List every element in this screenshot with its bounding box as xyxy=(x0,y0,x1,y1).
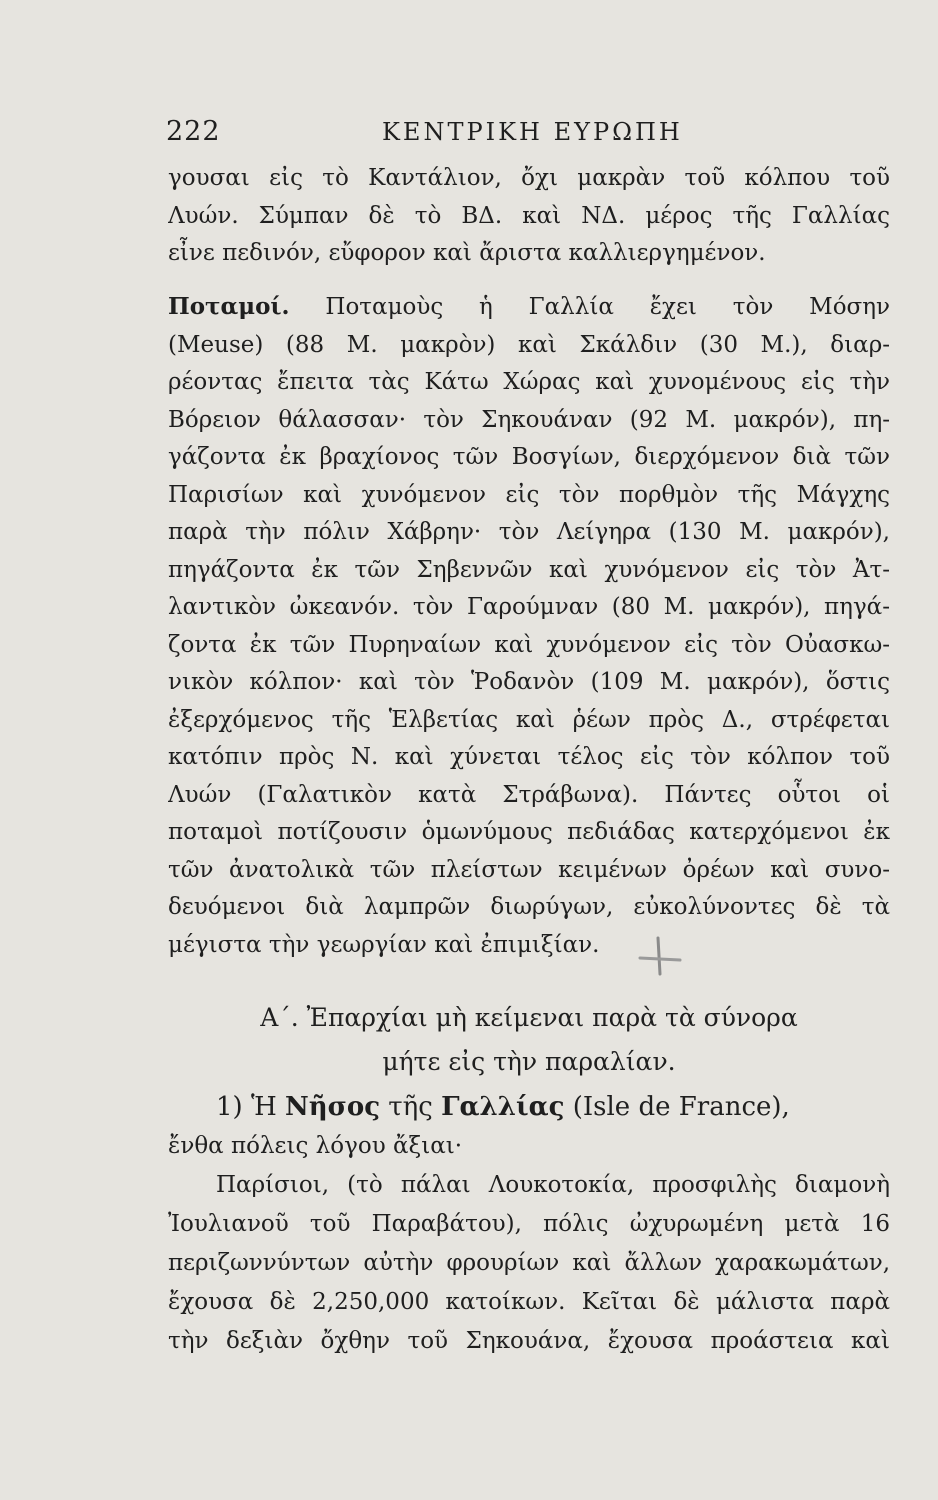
text-line: Λυών (Γαλατικὸν κατὰ Στράβωνα). Πάντες οὗτοι οἱ xyxy=(168,781,890,808)
rivers-paragraph xyxy=(168,288,890,964)
text-line: τῶν ἀνατολικὰ τῶν πλείστων κειμένων ὀρέων καὶ συνο- xyxy=(168,856,890,883)
section-heading-line: Α΄. Ἐπαρχίαι μὴ κείμεναι παρὰ τὰ σύνορα xyxy=(260,1003,798,1032)
text-line: ἔνθα πόλεις λόγου ἄξιαι· xyxy=(168,1133,463,1159)
section-heading xyxy=(168,996,890,1084)
rivers-heading: Ποταμοί. xyxy=(168,293,290,320)
page-header xyxy=(160,116,890,150)
text-line: πηγάζοντα ἐκ τῶν Σηβεννῶν καὶ χυνόμενον εἰς τὸν Ἀτ- xyxy=(168,556,890,583)
paragraph-continuation xyxy=(168,160,890,273)
text-line: περιζωννύντων αὐτὴν φρουρίων καὶ ἄλλων χαρακωμάτων, xyxy=(168,1250,890,1276)
text-line: ρέοντας ἔπειτα τὰς Κάτω Χώρας καὶ χυνομένους εἰς τὴν xyxy=(168,369,890,395)
page-number: 222 xyxy=(166,116,221,147)
item-article: τῆς xyxy=(388,1092,433,1122)
pencil-mark xyxy=(630,936,684,976)
item-french-name: (Isle de France), xyxy=(572,1092,790,1122)
text-line: Παρίσιοι, (τὸ πάλαι Λουκοτοκία, προσφιλὴς διαμονὴ xyxy=(216,1172,890,1198)
text-line: Παρισίων καὶ χυνόμενον εἰς τὸν πορθμὸν τῆς Μάγχης xyxy=(168,481,890,508)
text-line: (Meuse) (88 Μ. μακρὸν) καὶ Σκάλδιν (30 Μ.), διαρ- xyxy=(168,331,890,358)
section-heading-line: μήτε εἰς τὴν παραλίαν. xyxy=(382,1047,676,1076)
text-line: νικὸν κόλπον· καὶ τὸν Ῥοδανὸν (109 Μ. μακρόν), ὅστις xyxy=(168,669,890,695)
text-line: λαντικὸν ὠκεανόν. τὸν Γαρούμναν (80 Μ. μακρόν), πηγά- xyxy=(168,594,890,620)
text-line: Ἰουλιανοῦ τοῦ Παραβάτου), πόλις ὠχυρωμένη μετὰ 16 xyxy=(168,1211,890,1237)
item-heading-line xyxy=(168,1088,890,1127)
item-name: Νῆσος xyxy=(285,1092,381,1122)
text-line: ἐξερχόμενος τῆς Ἑλβετίας καὶ ῥέων πρὸς Δ., στρέφεται xyxy=(168,706,890,733)
text-line: εἶνε πεδινόν, εὔφορον καὶ ἄριστα καλλιεργημένον. xyxy=(168,240,766,266)
text-line: γάζοντα ἐκ βραχίονος τῶν Βοσγίων, διερχόμενον διὰ τῶν xyxy=(168,444,890,470)
text-line: γουσαι εἰς τὸ Καντάλιον, ὄχι μακρὰν τοῦ κόλπου τοῦ xyxy=(168,165,890,191)
text-line: τὴν δεξιὰν ὄχθην τοῦ Σηκουάνα, ἔχουσα προάστεια καὶ xyxy=(168,1328,890,1354)
text-line: Βόρειον θάλασσαν· τὸν Σηκουάναν (92 Μ. μακρόν), πη- xyxy=(168,406,890,433)
text-line: Λυών. Σύμπαν δὲ τὸ ΒΔ. καὶ ΝΔ. μέρος τῆς Γαλλίας xyxy=(168,202,890,229)
text-line: μέγιστα τὴν γεωργίαν καὶ ἐπιμιξίαν. xyxy=(168,931,600,958)
text-line: Ποταμοὺς ἡ Γαλλία ἔχει τὸν Μόσην xyxy=(325,294,890,320)
item-number: 1) Ἡ xyxy=(216,1092,277,1122)
text-line: ἔχουσα δὲ 2,250,000 κατοίκων. Κεῖται δὲ μάλιστα παρὰ xyxy=(168,1289,890,1315)
running-head: ΚΕΝΤΡΙΚΗ ΕΥΡΩΠΗ xyxy=(382,118,683,146)
text-line: κατόπιν πρὸς Ν. καὶ χύνεται τέλος εἰς τὸν κόλπον τοῦ xyxy=(168,744,890,770)
text-line: ποταμοὶ ποτίζουσιν ὁμωνύμους πεδιάδας κατερχόμενοι ἐκ xyxy=(168,819,890,845)
rivers-first-line xyxy=(168,288,890,327)
item-paragraph xyxy=(168,1088,890,1361)
item-name-2: Γαλλίας xyxy=(441,1092,565,1122)
text-line: παρὰ τὴν πόλιν Χάβρην· τὸν Λείγηρα (130 Μ. μακρόν), xyxy=(168,519,890,545)
text-line: ζοντα ἐκ τῶν Πυρηναίων καὶ χυνόμενον εἰς τὸν Οὐασκω- xyxy=(168,631,890,658)
text-line: δευόμενοι διὰ λαμπρῶν διωρύγων, εὐκολύνοντες δὲ τὰ xyxy=(168,894,890,920)
